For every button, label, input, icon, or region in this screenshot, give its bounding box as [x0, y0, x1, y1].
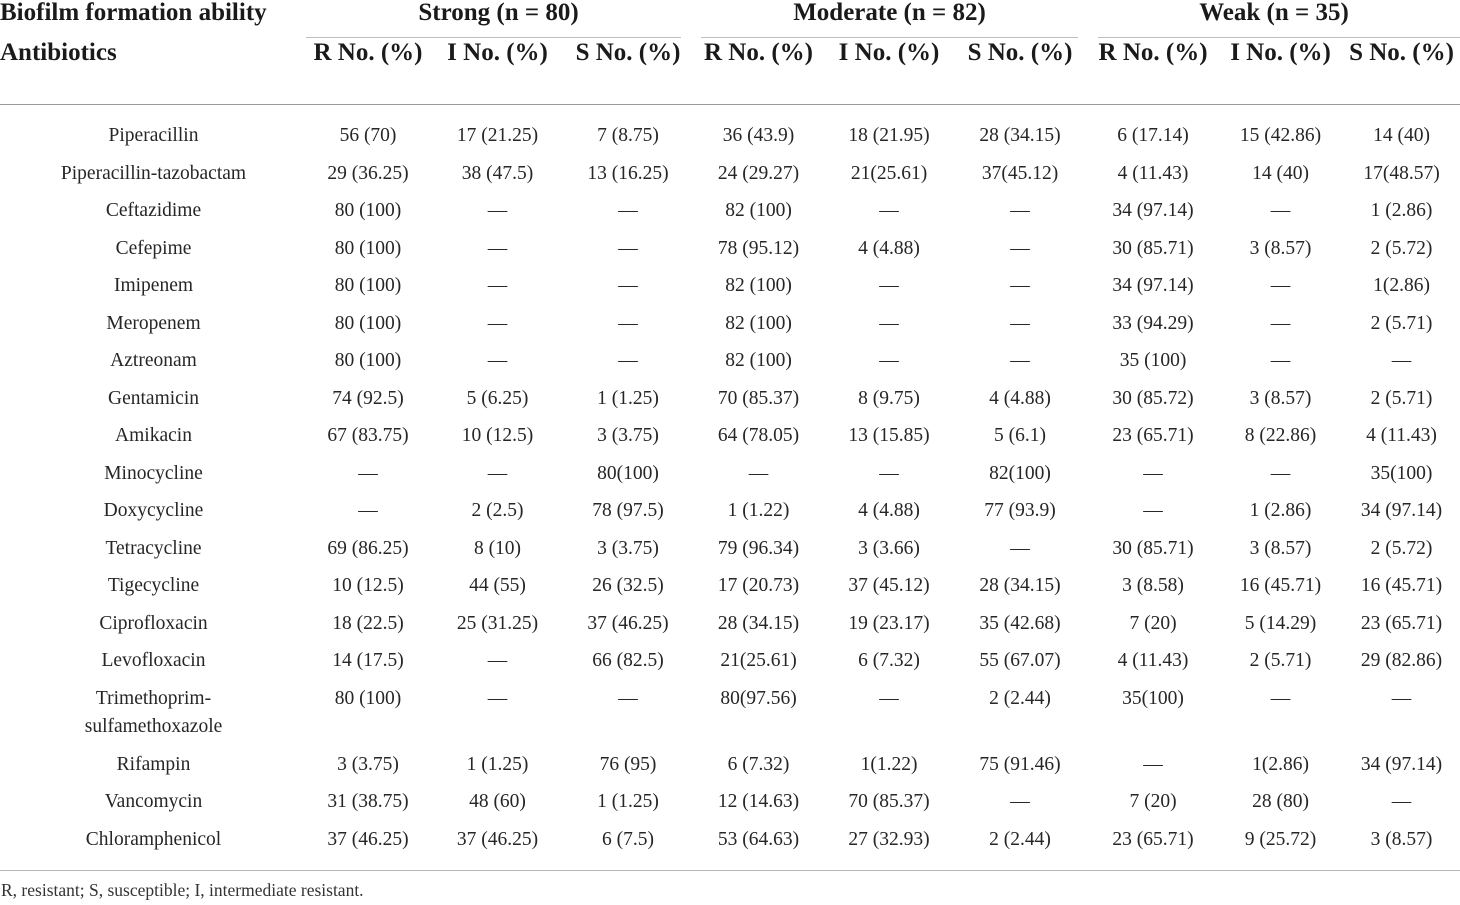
value-cell: 3 (3.66): [858, 537, 920, 559]
value-cell: 69 (86.25): [327, 537, 409, 559]
antibiotic-name-cell: Piperacillin-tazobactam: [60, 162, 247, 184]
table-row: [0, 610, 1460, 648]
value-cell: 80 (100): [334, 687, 402, 709]
group-header-strong: [306, 0, 691, 38]
value-cell: 2 (5.71): [1370, 387, 1433, 409]
value-cell: 2 (5.72): [1370, 237, 1433, 259]
value-cell: 2 (5.72): [1370, 537, 1433, 559]
value-cell: 2 (5.71): [1249, 650, 1312, 671]
value-cell: 4 (4.88): [989, 387, 1051, 409]
value-cell: 3 (8.57): [1249, 237, 1312, 259]
value-cell: 4 (4.88): [858, 237, 920, 259]
value-cell: 82 (100): [725, 200, 792, 221]
table-row: [0, 197, 1460, 235]
value-cell: 9 (25.72): [1244, 828, 1317, 850]
value-cell: 37 (46.25): [587, 612, 669, 634]
antibiotic-name-cell: Imipenem: [113, 275, 194, 296]
value-cell: —: [1391, 791, 1412, 812]
value-cell: 8 (10): [473, 537, 522, 559]
value-cell: 7 (8.75): [597, 125, 659, 146]
table-row: [0, 497, 1460, 535]
table-row: [0, 422, 1460, 460]
value-cell: 5 (6.25): [466, 387, 529, 409]
group-label: Strong (n = 80): [418, 0, 579, 26]
value-cell: —: [879, 312, 899, 334]
value-cell: 1 (2.86): [1370, 200, 1433, 221]
value-cell: 3 (3.75): [597, 425, 659, 446]
spacer-row: [0, 105, 1460, 123]
value-cell: —: [487, 275, 508, 296]
value-cell: —: [487, 462, 508, 484]
value-cell: 70 (85.37): [848, 791, 930, 812]
value-cell: —: [1010, 200, 1030, 221]
value-cell: 33 (94.29): [1112, 312, 1194, 334]
value-cell: 19 (23.17): [848, 612, 930, 634]
value-cell: 80 (100): [334, 275, 402, 296]
value-cell: 18 (22.5): [332, 612, 404, 634]
value-cell: 55 (67.07): [979, 650, 1061, 671]
value-cell: 80 (100): [334, 237, 402, 259]
value-cell: 2 (2.44): [989, 687, 1051, 709]
value-cell: —: [1270, 350, 1291, 371]
value-cell: 4 (4.88): [858, 500, 920, 521]
value-cell: 37 (46.25): [456, 828, 539, 850]
value-cell: 13 (15.85): [848, 425, 930, 446]
value-cell: 78 (97.5): [592, 500, 664, 521]
table-row: [0, 826, 1460, 858]
value-cell: 13 (16.25): [587, 162, 669, 184]
value-cell: —: [618, 350, 638, 371]
value-cell: —: [1391, 350, 1412, 371]
value-cell: 17(48.57): [1363, 162, 1440, 184]
value-cell: 44 (55): [469, 575, 526, 596]
value-cell: —: [1143, 462, 1163, 484]
value-cell: 1 (1.22): [727, 500, 790, 521]
antibiotic-name-cell: Vancomycin: [104, 791, 203, 812]
value-cell: 70 (85.37): [717, 387, 800, 409]
value-cell: 14 (17.5): [332, 650, 404, 671]
value-cell: 6 (17.14): [1117, 125, 1189, 146]
value-cell: 64 (78.05): [717, 425, 800, 446]
value-cell: 34 (97.14): [1360, 500, 1443, 521]
value-cell: 24 (29.27): [717, 162, 800, 184]
value-cell: 28 (34.15): [717, 612, 800, 634]
antibiotic-name-cell: Minocycline: [104, 462, 203, 484]
value-cell: 6 (7.5): [602, 828, 654, 850]
subheader-cell: I No. (%): [1218, 38, 1343, 105]
value-cell: 35 (100): [1119, 350, 1187, 371]
value-cell: 15 (42.86): [1239, 125, 1322, 146]
value-cell: 80 (100): [334, 200, 402, 221]
value-cell: 3 (8.57): [1370, 828, 1433, 850]
subheader-cell: S No. (%): [1343, 38, 1460, 105]
table-row: [0, 572, 1460, 610]
value-cell: —: [487, 650, 508, 671]
value-cell: 1 (2.86): [1249, 500, 1312, 521]
table-row: [0, 788, 1460, 826]
value-cell: 82 (100): [725, 312, 792, 334]
value-cell: —: [487, 237, 508, 259]
group-header-row: [0, 0, 1460, 38]
value-cell: 7 (20): [1129, 791, 1177, 812]
table-row: [0, 460, 1460, 498]
value-cell: 82(100): [989, 462, 1051, 484]
subheader-cell: S No. (%): [952, 38, 1088, 105]
antibiotic-name-cell: Chloramphenicol: [85, 828, 222, 850]
value-cell: 80 (100): [334, 350, 402, 371]
value-cell: 23 (65.71): [1112, 828, 1194, 850]
value-cell: 78 (95.12): [717, 237, 800, 259]
value-cell: 10 (12.5): [332, 575, 404, 596]
value-cell: —: [1010, 537, 1030, 559]
group-label: Moderate (n = 82): [793, 0, 986, 26]
value-cell: 35(100): [1122, 687, 1184, 709]
antibiotic-name-cell: [0, 685, 306, 751]
value-cell: 80(100): [597, 462, 659, 484]
table-row: [0, 347, 1460, 385]
table-body: [0, 105, 1460, 858]
table-bottom-rule: [0, 870, 1460, 871]
value-cell: 1(2.86): [1373, 275, 1430, 296]
value-cell: —: [487, 350, 508, 371]
antibiotic-name-cell: Ciprofloxacin: [99, 612, 208, 634]
value-cell: 1 (1.25): [466, 753, 529, 775]
value-cell: —: [1010, 312, 1030, 334]
value-cell: 82 (100): [725, 275, 792, 296]
value-cell: —: [1010, 791, 1030, 812]
value-cell: —: [879, 687, 899, 709]
value-cell: 7 (20): [1129, 612, 1177, 634]
value-cell: 4 (11.43): [1117, 162, 1189, 184]
antibiotic-name-line: sulfamethoxazole: [84, 715, 223, 737]
value-cell: —: [487, 312, 508, 334]
value-cell: —: [879, 275, 899, 296]
antibiotic-name-cell: Meropenem: [106, 312, 201, 334]
value-cell: —: [358, 462, 378, 484]
value-cell: —: [1010, 275, 1030, 296]
value-cell: 4 (11.43): [1366, 425, 1437, 446]
value-cell: 82 (100): [725, 350, 792, 371]
antibiotic-name-cell: Levofloxacin: [101, 650, 206, 671]
value-cell: 14 (40): [1252, 162, 1309, 184]
value-cell: 1 (1.25): [597, 791, 659, 812]
table-row: [0, 122, 1460, 160]
antibiotic-name-cell: Doxycycline: [103, 500, 204, 521]
value-cell: 5 (14.29): [1244, 612, 1317, 634]
value-cell: 6 (7.32): [727, 753, 790, 775]
value-cell: 26 (32.5): [592, 575, 664, 596]
value-cell: —: [1391, 687, 1412, 709]
value-cell: 66 (82.5): [592, 650, 664, 671]
value-cell: 10 (12.5): [461, 425, 534, 446]
antibiotic-name-cell: Aztreonam: [110, 350, 197, 371]
value-cell: —: [358, 500, 378, 521]
subheader-cell: R No. (%): [306, 38, 430, 105]
value-cell: 28 (80): [1252, 791, 1309, 812]
value-cell: 3 (8.57): [1249, 537, 1312, 559]
value-cell: 29 (82.86): [1360, 650, 1443, 671]
value-cell: 6 (7.32): [858, 650, 920, 671]
value-cell: 16 (45.71): [1239, 575, 1322, 596]
group-label: Weak (n = 35): [1199, 0, 1349, 26]
value-cell: 79 (96.34): [717, 537, 800, 559]
value-cell: 48 (60): [469, 791, 526, 812]
value-cell: 37 (45.12): [848, 575, 930, 596]
value-cell: 34 (97.14): [1112, 200, 1194, 221]
value-cell: 56 (70): [339, 125, 397, 146]
value-cell: 1(2.86): [1252, 753, 1309, 775]
value-cell: 18 (21.95): [848, 125, 930, 146]
value-cell: 35(100): [1370, 462, 1433, 484]
value-cell: 5 (6.1): [994, 425, 1047, 446]
value-cell: 37 (46.25): [327, 828, 409, 850]
subheader-cell: I No. (%): [430, 38, 565, 105]
table-row: [0, 272, 1460, 310]
table-footnote: R, resistant; S, susceptible; I, intermediate resistant.: [1, 880, 364, 900]
value-cell: 34 (97.14): [1112, 275, 1194, 296]
value-cell: —: [618, 275, 638, 296]
table-row: [0, 160, 1460, 198]
corner-label: Biofilm formation ability: [0, 0, 267, 26]
value-cell: 53 (64.63): [717, 828, 800, 850]
value-cell: 12 (14.63): [717, 791, 800, 812]
value-cell: 30 (85.71): [1112, 237, 1194, 259]
value-cell: —: [1143, 753, 1163, 775]
value-cell: 67 (83.75): [327, 425, 409, 446]
row-header-label: Antibiotics: [0, 38, 306, 105]
group-header-moderate: [691, 0, 1088, 38]
value-cell: —: [1143, 500, 1163, 521]
table-row: [0, 535, 1460, 573]
value-cell: 8 (22.86): [1244, 425, 1317, 446]
value-cell: 80 (100): [334, 312, 402, 334]
value-cell: 21(25.61): [850, 162, 928, 184]
antibiotic-name-cell: Cefepime: [115, 237, 192, 259]
value-cell: 25 (31.25): [456, 612, 539, 634]
value-cell: 36 (43.9): [722, 125, 795, 146]
antibiotic-name-cell: Tetracycline: [105, 537, 202, 559]
value-cell: 21(25.61): [720, 650, 797, 671]
value-cell: 8 (9.75): [858, 387, 920, 409]
value-cell: —: [1010, 350, 1030, 371]
value-cell: —: [618, 200, 638, 221]
value-cell: 31 (38.75): [327, 791, 409, 812]
value-cell: —: [1270, 312, 1291, 334]
value-cell: —: [879, 350, 899, 371]
value-cell: —: [487, 200, 508, 221]
value-cell: 2 (5.71): [1370, 312, 1433, 334]
subheader-cell: S No. (%): [565, 38, 691, 105]
value-cell: 2 (2.44): [989, 828, 1051, 850]
value-cell: —: [879, 200, 899, 221]
value-cell: —: [1270, 462, 1291, 484]
antibiotic-name-cell: Gentamicin: [108, 387, 199, 409]
value-cell: 3 (8.58): [1122, 575, 1184, 596]
value-cell: —: [879, 462, 899, 484]
value-cell: 38 (47.5): [461, 162, 534, 184]
value-cell: 74 (92.5): [332, 387, 404, 409]
value-cell: 2 (2.5): [471, 500, 524, 521]
value-cell: 28 (34.15): [979, 125, 1061, 146]
value-cell: 30 (85.72): [1112, 387, 1194, 409]
value-cell: —: [1010, 237, 1030, 259]
value-cell: 3 (3.75): [337, 753, 399, 775]
value-cell: 23 (65.71): [1112, 425, 1194, 446]
antibiotic-name-line: Trimethoprim-: [95, 687, 212, 709]
value-cell: 3 (8.57): [1249, 387, 1312, 409]
table-row: [0, 751, 1460, 789]
value-cell: 1 (1.25): [597, 387, 659, 409]
value-cell: —: [1270, 275, 1291, 296]
value-cell: —: [618, 312, 638, 334]
value-cell: 14 (40): [1373, 125, 1430, 146]
value-cell: 30 (85.71): [1112, 537, 1194, 559]
value-cell: 76 (95): [599, 753, 657, 775]
subheader-cell: R No. (%): [691, 38, 826, 105]
table-row: [0, 310, 1460, 348]
value-cell: —: [487, 687, 508, 709]
value-cell: 27 (32.93): [848, 828, 930, 850]
antibiotic-name-cell: Ceftazidime: [105, 200, 202, 221]
subheader-row: [0, 38, 1460, 105]
value-cell: 17 (21.25): [456, 125, 539, 146]
value-cell: —: [1270, 200, 1291, 221]
antibiotic-name-cell: Piperacillin: [108, 125, 199, 146]
value-cell: —: [748, 462, 769, 484]
value-cell: 37(45.12): [981, 162, 1059, 184]
value-cell: 16 (45.71): [1360, 575, 1443, 596]
group-header-weak: [1088, 0, 1460, 38]
value-cell: 75 (91.46): [979, 753, 1061, 775]
value-cell: 4 (11.43): [1117, 650, 1189, 671]
table-row: [0, 685, 1460, 751]
value-cell: 35 (42.68): [979, 612, 1061, 634]
value-cell: 28 (34.15): [979, 575, 1061, 596]
subheader-cell: I No. (%): [826, 38, 952, 105]
antibiotic-name-cell: Rifampin: [116, 753, 191, 775]
value-cell: —: [618, 237, 638, 259]
value-cell: 1(1.22): [860, 753, 918, 775]
value-cell: —: [1270, 687, 1291, 709]
value-cell: 34 (97.14): [1360, 753, 1443, 775]
value-cell: 17 (20.73): [717, 575, 800, 596]
table-row: [0, 235, 1460, 273]
antibiotic-name-cell: Amikacin: [115, 425, 192, 446]
table-row: [0, 647, 1460, 685]
value-cell: —: [618, 687, 638, 709]
value-cell: 3 (3.75): [597, 537, 659, 559]
value-cell: 29 (36.25): [327, 162, 409, 184]
antibiotic-name-cell: Tigecycline: [107, 575, 200, 596]
value-cell: 80(97.56): [720, 687, 797, 709]
subheader-cell: R No. (%): [1088, 38, 1218, 105]
value-cell: 23 (65.71): [1360, 612, 1443, 634]
table-row: [0, 385, 1460, 423]
value-cell: 77 (93.9): [984, 500, 1056, 521]
